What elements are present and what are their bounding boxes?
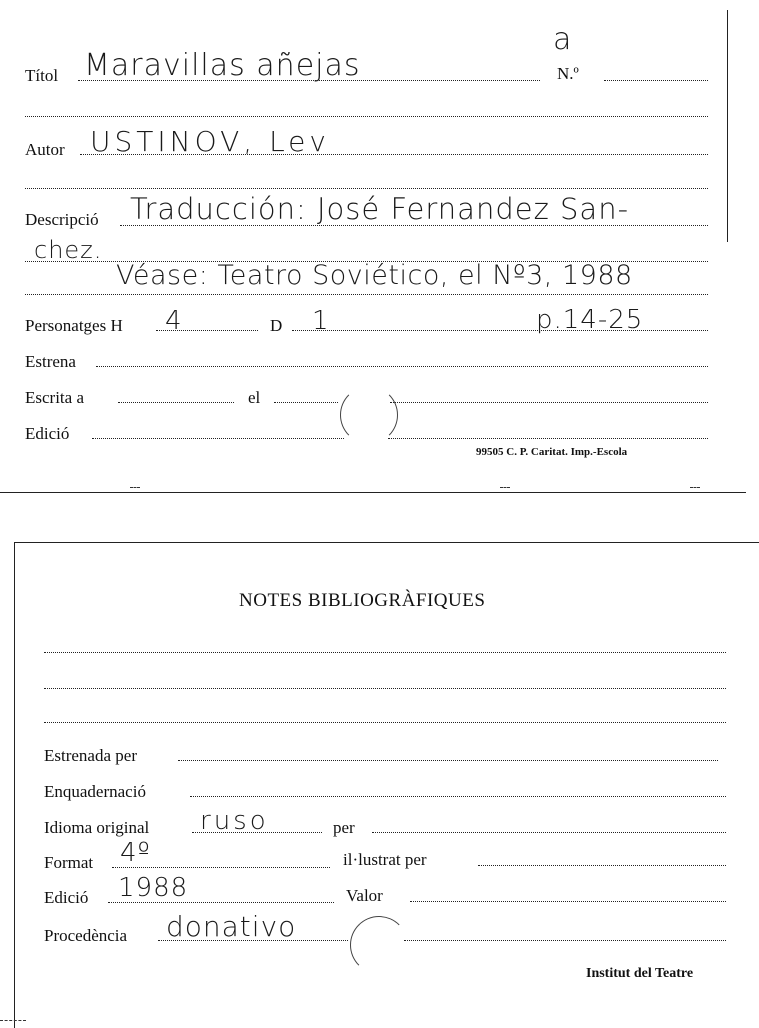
format-label: Format [44,853,94,872]
blank-line-1 [25,116,708,117]
autor-value: USTINOV, Lev [90,125,330,158]
personatges-h-value: 4 [165,306,183,336]
personatges-d-line [292,330,708,331]
punch-hole [350,916,408,974]
valor-label: Valor [346,886,383,905]
escrita-label: Escrita a [25,388,84,407]
procedencia-label: Procedència [44,926,128,945]
el-label: el [248,388,261,407]
procedencia-line-right [404,940,726,941]
d-label: D [270,316,283,335]
card-separator [0,492,746,493]
idioma-per-line [372,832,726,833]
pagines-value: p.14-25 [536,305,644,335]
procedencia-value: donativo [166,910,297,943]
idioma-label: Idioma original [44,818,150,837]
enquadernacio-line [190,796,726,797]
idioma-value: ruso [200,806,269,836]
punch-hole [340,386,398,444]
cut-mark [0,1020,26,1021]
format-value: 4º [120,838,151,868]
personatges-d-value: 1 [312,306,330,336]
descripcio-value-1: Traducción: José Fernandez San- [130,192,630,226]
personatges-label: Personatges H [25,316,123,335]
descripcio-value-2: chez. [34,236,103,264]
notes-line-3 [44,722,726,723]
edicio2-value: 1988 [118,873,189,903]
numero-label: N.º [557,64,579,83]
institution-name: Institut del Teatre [586,966,694,981]
edicio-label: Edició [25,424,70,443]
edicio2-label: Edició [44,888,89,907]
estrenada-line [178,760,718,761]
descripcio-line-3 [25,294,708,295]
el-line-right [390,402,708,403]
card2-top-border [14,542,759,543]
titol-value: Maravillas añejas [84,48,361,83]
illustrat-line [478,865,726,866]
enquadernacio-label: Enquadernació [44,782,146,801]
autor-label: Autor [25,140,65,159]
descripcio-label: Descripció [25,210,99,229]
escrita-line [118,402,234,403]
descripcio-value-3: Véase: Teatro Soviético, el Nº3, 1988 [116,260,633,291]
corner-mark: a [553,22,573,57]
cut-mark [130,487,140,488]
estrena-line [96,366,708,367]
edicio-line [92,438,344,439]
titol-label: Títol [25,66,59,85]
printer-imprint: 99505 C. P. Caritat. Imp.-Escola [476,446,628,458]
illustrat-label: il·lustrat per [343,850,427,869]
notes-line-1 [44,652,726,653]
card1-right-border [727,10,728,242]
card2-left-border [14,542,15,1028]
el-line [274,402,338,403]
per-label: per [333,818,355,837]
valor-line [410,901,726,902]
cut-mark [500,487,510,488]
notes-heading: NOTES BIBLIOGRÀFIQUES [239,590,486,611]
edicio-line-right [388,438,708,439]
numero-line [604,80,708,81]
estrena-label: Estrena [25,352,76,371]
notes-line-2 [44,688,726,689]
estrenada-label: Estrenada per [44,746,137,765]
cut-mark [690,487,700,488]
blank-line-2 [25,188,708,189]
